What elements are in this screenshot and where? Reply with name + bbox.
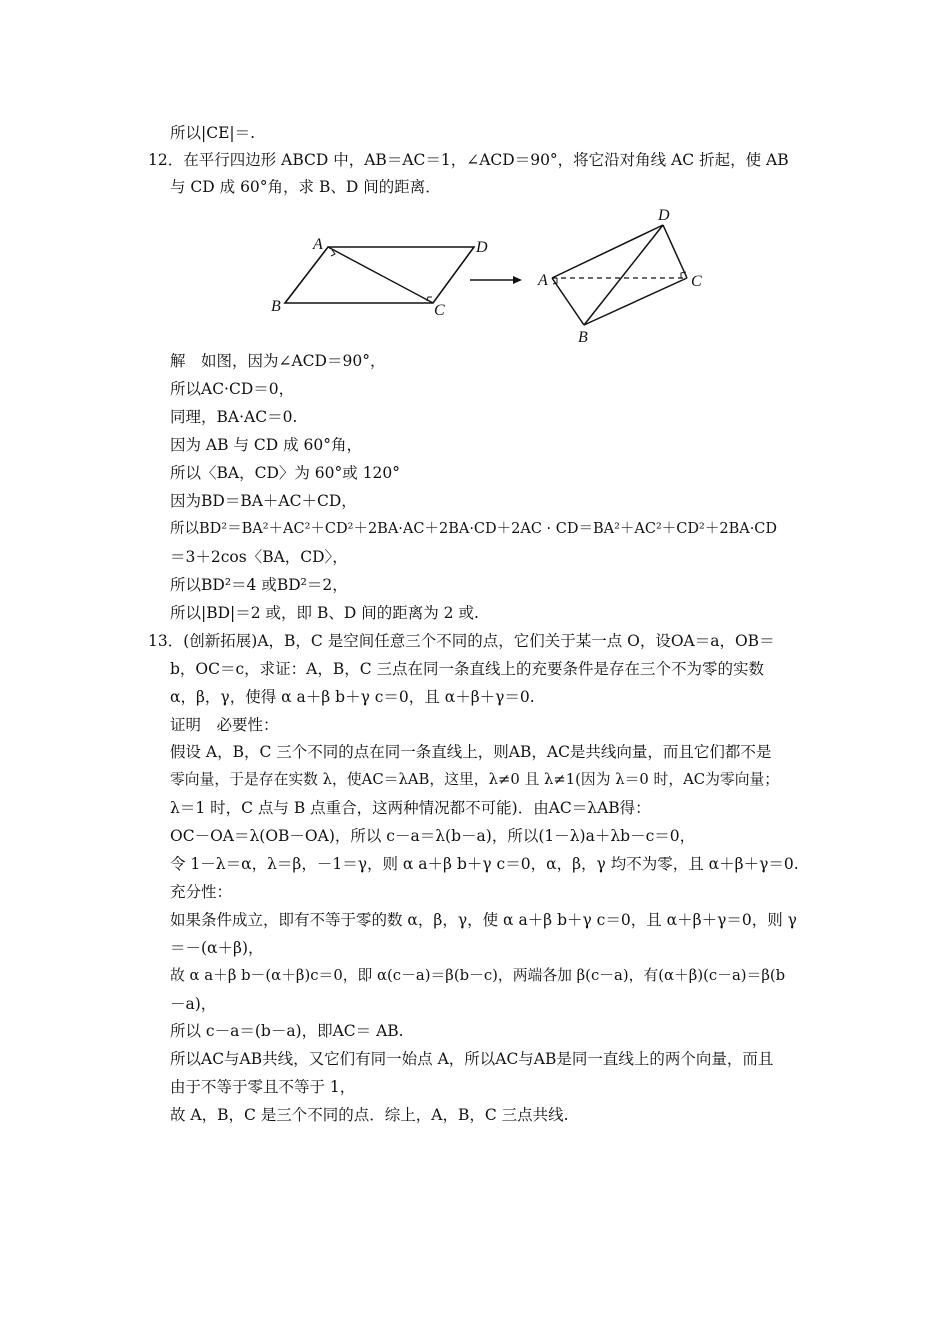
folding-figure xyxy=(260,205,720,345)
solution-line: 因为 AB 与 CD 成 60°角， xyxy=(170,436,362,454)
solution-line: 所以|BD|＝2 或，即 B、D 间的距离为 2 或. xyxy=(170,604,479,622)
label-b: B xyxy=(578,329,588,345)
proof-line: －a)， xyxy=(170,995,217,1013)
solution-line: 所以BD²＝4 或BD²＝2， xyxy=(170,576,348,594)
proof-line: 故 α a＋β b－(α＋β)c＝0，即 α(c－a)＝β(b－c)，两端各加 β(c－a)，有(α＋β)(c－a)＝β(b xyxy=(170,967,786,984)
solution-line: 所以BD²＝BA²＋AC²＋CD²＋2BA·AC＋2BA·CD＋2AC · CD＝BA²＋AC²＋CD²＋2BA·CD xyxy=(170,521,778,537)
proof-line: OC－OA＝λ(OB－OA)，所以 c－a＝λ(b－a)，所以(1－λ)a＋λb－c＝0， xyxy=(170,827,696,845)
solution-line: 所以AC·CD＝0， xyxy=(170,380,295,398)
proof-line: 由于不等于零且不等于 1， xyxy=(170,1078,356,1096)
proof-line: 零向量，于是存在实数 λ，使AC＝λAB，这里，λ≠0 且 λ≠1(因为 λ＝0 时，AC为零向量； xyxy=(170,771,780,788)
problem-13-line-3: α，β，γ，使得 α a＋β b＋γ c＝0，且 α＋β＋γ＝0. xyxy=(170,688,535,706)
solution-line: 所以〈BA，CD〉为 60°或 120° xyxy=(170,464,401,482)
arrow-icon xyxy=(470,276,522,284)
problem-13-line-2: b，OC＝c，求证：A，B，C 三点在同一条直线上的充要条件是存在三个不为零的实数 xyxy=(170,660,765,678)
proof-line: 如果条件成立，即有不等于零的数 α，β，γ，使 α a＋β b＋γ c＝0，且 α＋β＋γ＝0，则 γ xyxy=(170,911,797,929)
proof-heading: 证明 必要性： xyxy=(170,716,279,734)
proof-line: 令 1－λ＝α，λ＝β，－1＝γ，则 α a＋β b＋γ c＝0，α，β，γ 均不为零，且 α＋β＋γ＝0. xyxy=(170,855,799,873)
label-d: D xyxy=(658,207,670,224)
proof-line: 假设 A，B，C 三个不同的点在同一条直线上，则AB，AC是共线向量，而且它们都不是 xyxy=(170,743,772,761)
proof-heading: 充分性： xyxy=(170,883,233,901)
solution-line: 同理，BA·AC＝0. xyxy=(170,408,298,426)
label-b: B xyxy=(271,298,281,315)
label-c: C xyxy=(434,302,445,319)
proof-line: 所以AC与AB共线，又它们有同一始点 A，所以AC与AB是同一直线上的两个向量，而且 xyxy=(170,1050,774,1068)
label-c: C xyxy=(691,273,702,290)
proof-line: λ＝1 时，C 点与 B 点重合，这两种情况都不可能)．由AC＝λAB得： xyxy=(170,799,651,817)
proof-line: 所以 c－a＝(b－a)，即AC＝ AB. xyxy=(170,1022,404,1040)
label-a: A xyxy=(313,236,323,253)
proof-line: ＝－(α＋β)， xyxy=(170,939,264,957)
problem-12-line-1: 12．在平行四边形 ABCD 中，AB＝AC＝1，∠ACD＝90°，将它沿对角线 AC 折起，使 AB xyxy=(148,151,789,169)
tetrahedron-figure xyxy=(537,207,702,345)
solution-line: ＝3＋2cos〈BA，CD〉， xyxy=(170,548,348,566)
solution-line: 解 如图，因为∠ACD＝90°， xyxy=(170,352,386,370)
parallelogram-figure xyxy=(271,236,488,319)
problem-12-line-2: 与 CD 成 60°角，求 B、D 间的距离． xyxy=(170,178,441,196)
solution-line: 因为BD＝BA＋AC＋CD， xyxy=(170,492,357,510)
label-d: D xyxy=(476,239,488,256)
label-a: A xyxy=(538,272,548,289)
problem-13-line-1: 13．(创新拓展)A，B，C 是空间任意三个不同的点，它们关于某一点 O，设OA＝a，OB＝ xyxy=(148,632,775,650)
proof-line: 故 A，B，C 是三个不同的点．综上，A，B，C 三点共线. xyxy=(170,1106,569,1124)
text-line: 所以|CE|＝. xyxy=(170,124,256,142)
